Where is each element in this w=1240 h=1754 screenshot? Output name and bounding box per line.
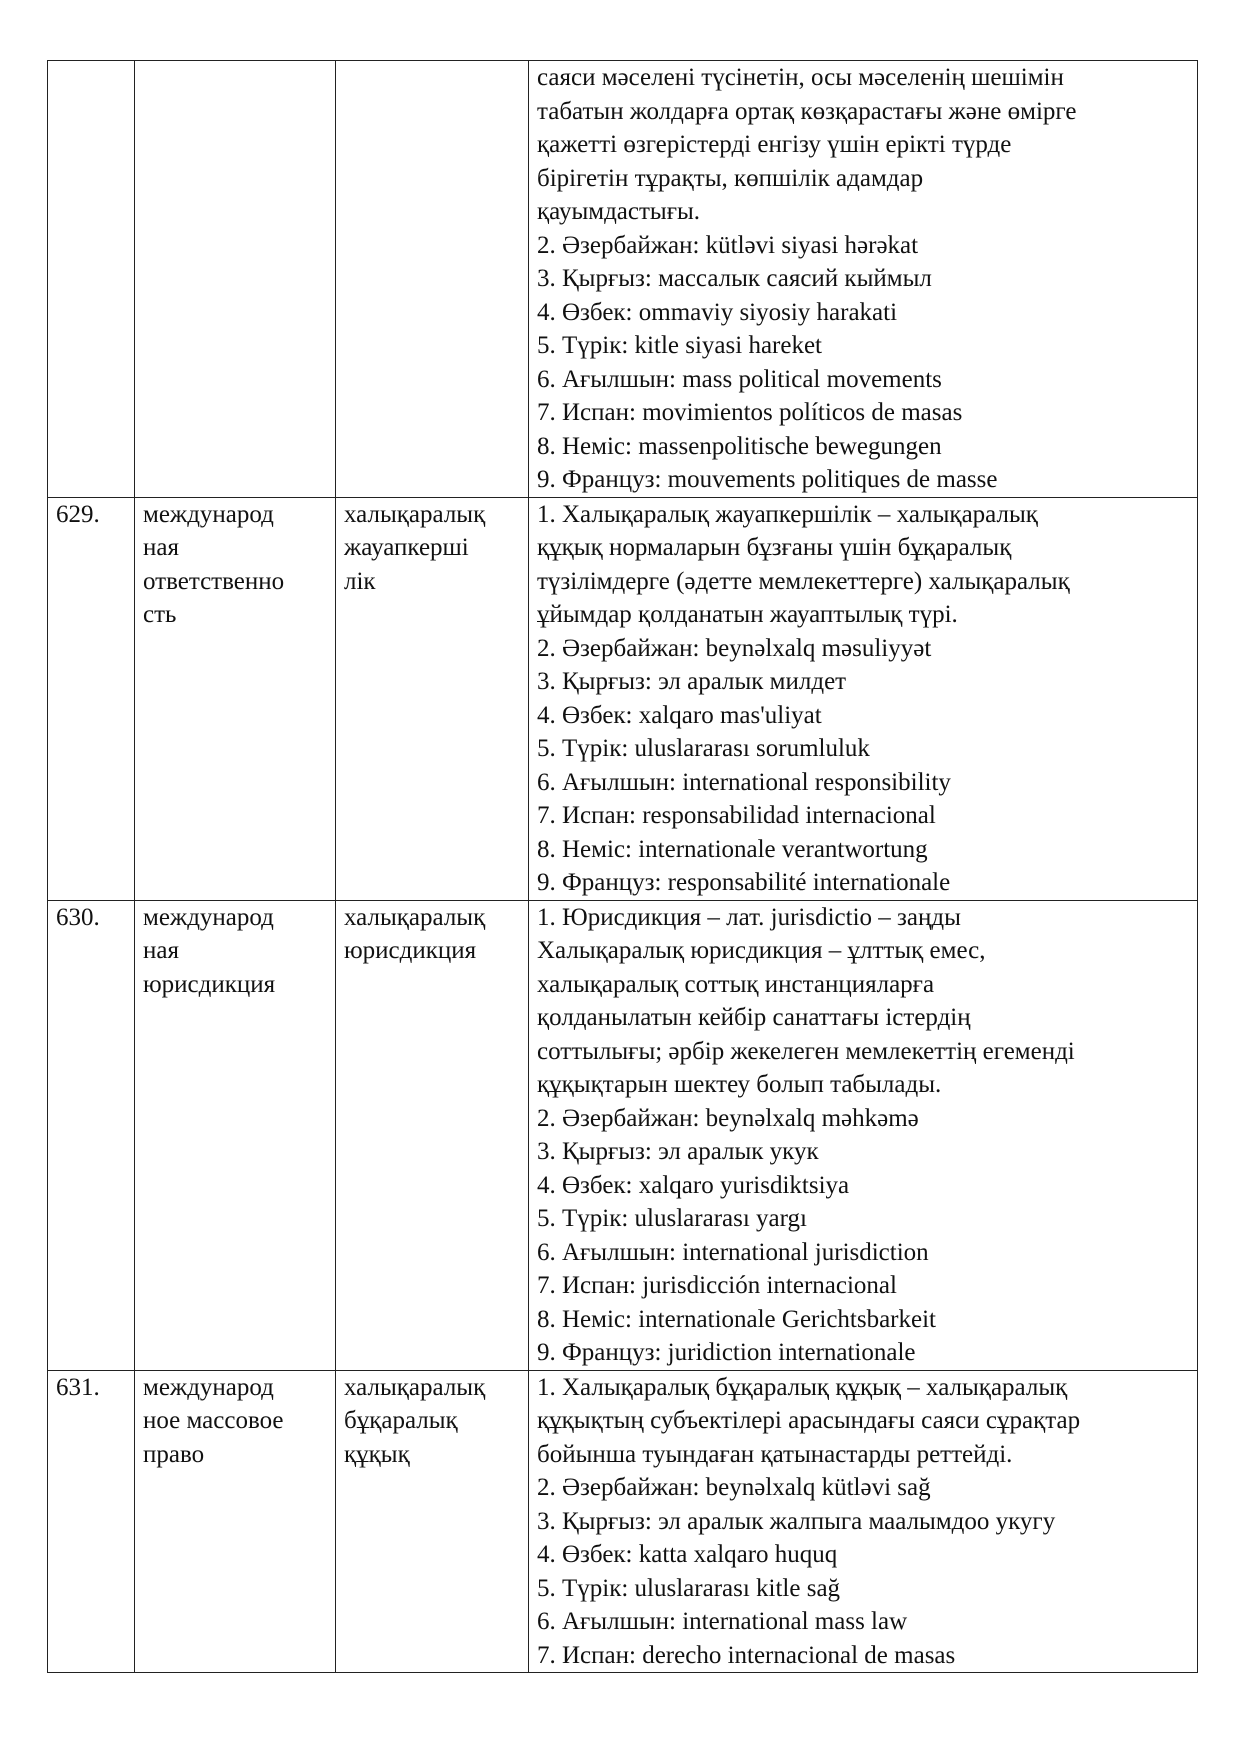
definition-line: бірігетін тұрақты, көпшілік адамдар [537,164,924,192]
definition-line: Халықаралық юрисдикция – ұлттық емес, [537,937,986,964]
definition-line: 2. Әзербайжан: beynəlxalq məhkəmə [537,1104,919,1132]
kazakh-term-line: бұқаралық [344,1407,458,1434]
definition-cell [529,1370,1198,1673]
russian-term-line: право [143,1440,205,1468]
definition-line: 1. Халықаралық жауапкершілік – халықаралық [537,500,1038,528]
entry-number-cell [48,900,135,1370]
definition-line: 2. Әзербайжан: kütləvi siyasi hərəkat [537,231,919,259]
russian-term-line: юрисдикция [143,970,276,998]
definition-line: 6. Ағылшын: mass political movements [537,365,942,393]
definition-line: 5. Түрік: uluslararası yargı [537,1205,807,1232]
russian-term-cell [135,497,336,900]
definition-line: 5. Түрік: kitle siyasi hareket [537,332,822,359]
definition-line: саяси мәселені түсінетін, осы мәселенің шешімін [537,64,1064,91]
russian-term-line: ная [143,534,179,561]
definition-line: 8. Неміс: internationale Gerichtsbarkeit [537,1305,936,1333]
kazakh-term-line: жауапкерші [344,534,469,561]
definition-line: халықаралық соттық инстанцияларға [537,970,935,998]
entry-number: 631. [56,1373,100,1401]
definition-line: 1. Халықаралық бұқаралық құқық – халықаралық [537,1373,1068,1401]
russian-term-line: международ [143,903,274,931]
russian-term-line: международ [143,1373,274,1401]
russian-term-cell [135,61,336,498]
definition-line: 4. Өзбек: katta xalqaro huquq [537,1541,838,1568]
definition-line: 3. Қырғыз: массалык саясий кыймыл [537,265,932,292]
definition-line: құқықтың субъектілері арасындағы саяси сұрақтар [537,1407,1081,1434]
table-row [48,900,1198,1370]
entry-number-cell [48,61,135,498]
definition-cell [529,497,1198,900]
definition-line: табатын жолдарға ортақ көзқарастағы және өмірге [537,97,1077,125]
russian-term-line: ное массовое [143,1407,284,1434]
kazakh-term-cell [336,900,529,1370]
definition-line: 5. Түрік: uluslararası kitle sağ [537,1574,841,1602]
table-row [48,1370,1198,1673]
entry-number-cell [48,1370,135,1673]
definition-line: 7. Испан: jurisdicción internacional [537,1272,897,1299]
definition-line: 4. Өзбек: ommaviy siyosiy harakati [537,298,898,326]
russian-term-line: ная [143,937,179,964]
definition-line: 9. Француз: responsabilité internationale [537,869,951,896]
definition-line: қажетті өзгерістерді енгізу үшін ерікті түрде [537,131,1012,158]
definition-line: 8. Неміс: massenpolitische bewegungen [537,432,942,460]
definition-line: бойынша туындаған қатынастарды реттейді. [537,1440,1013,1468]
definition-line: қауымдастығы. [537,198,701,225]
kazakh-term-line: лік [344,567,376,595]
definition-cell [529,900,1198,1370]
definition-line: құқықтарын шектеу болып табылады. [537,1071,942,1098]
russian-term-cell [135,900,336,1370]
glossary-body [48,61,1198,1673]
entry-number: 629. [56,500,100,528]
glossary-table [47,60,1198,1673]
russian-term-cell [135,1370,336,1673]
kazakh-term-cell [336,1370,529,1673]
definition-line: 9. Француз: juridiction internationale [537,1339,916,1366]
definition-line: 3. Қырғыз: эл аралык милдет [537,668,847,695]
entry-number: 630. [56,903,100,931]
definition-line: 3. Қырғыз: эл аралык жалпыга маалымдоо укугу [537,1507,1056,1535]
definition-line: 6. Ағылшын: international jurisdiction [537,1238,929,1266]
definition-line: құқық нормаларын бұзғаны үшін бұқаралық [537,534,1012,561]
kazakh-term-cell [336,61,529,498]
table-row [48,61,1198,498]
kazakh-term-line: халықаралық [344,1373,486,1401]
definition-line: 1. Юрисдикция – лат. jurisdictio – заңды [537,903,961,931]
definition-line: қолданылатын кейбір санаттағы істердің [537,1004,971,1031]
kazakh-term-line: халықаралық [344,903,486,931]
definition-cell [529,61,1198,498]
kazakh-term-line: юрисдикция [344,937,477,964]
definition-line: 6. Ағылшын: international mass law [537,1608,908,1635]
definition-line: соттылығы; әрбір жекелеген мемлекеттің егеменді [537,1037,1075,1065]
definition-line: 7. Испан: derecho internacional de masas [537,1641,956,1669]
definition-line: 4. Өзбек: xalqaro yurisdiktsiya [537,1171,850,1199]
definition-line: 5. Түрік: uluslararası sorumluluk [537,735,870,762]
definition-line: 7. Испан: responsabilidad internacional [537,802,936,829]
kazakh-term-line: халықаралық [344,500,486,528]
russian-term-line: международ [143,500,274,528]
definition-line: 8. Неміс: internationale verantwortung [537,835,928,863]
kazakh-term-line: құқық [344,1440,410,1468]
definition-line: түзілімдерге (әдетте мемлекеттерге) халықаралық [537,567,1070,595]
entry-number-cell [48,497,135,900]
table-row [48,497,1198,900]
russian-term-line: ответственно [143,567,285,595]
russian-term-line: сть [143,601,177,628]
definition-line: 7. Испан: movimientos políticos de masas [537,399,963,426]
definition-line: 9. Француз: mouvements politiques de masse [537,466,998,493]
definition-line: ұйымдар қолданатын жауаптылық түрі. [537,601,958,628]
definition-line: 6. Ағылшын: international responsibility [537,768,951,796]
definition-line: 3. Қырғыз: эл аралык укук [537,1138,819,1165]
kazakh-term-cell [336,497,529,900]
definition-line: 2. Әзербайжан: beynəlxalq məsuliyyət [537,634,932,662]
definition-line: 2. Әзербайжан: beynəlxalq kütləvi sağ [537,1474,931,1501]
definition-line: 4. Өзбек: xalqaro mas'uliyat [537,701,822,729]
